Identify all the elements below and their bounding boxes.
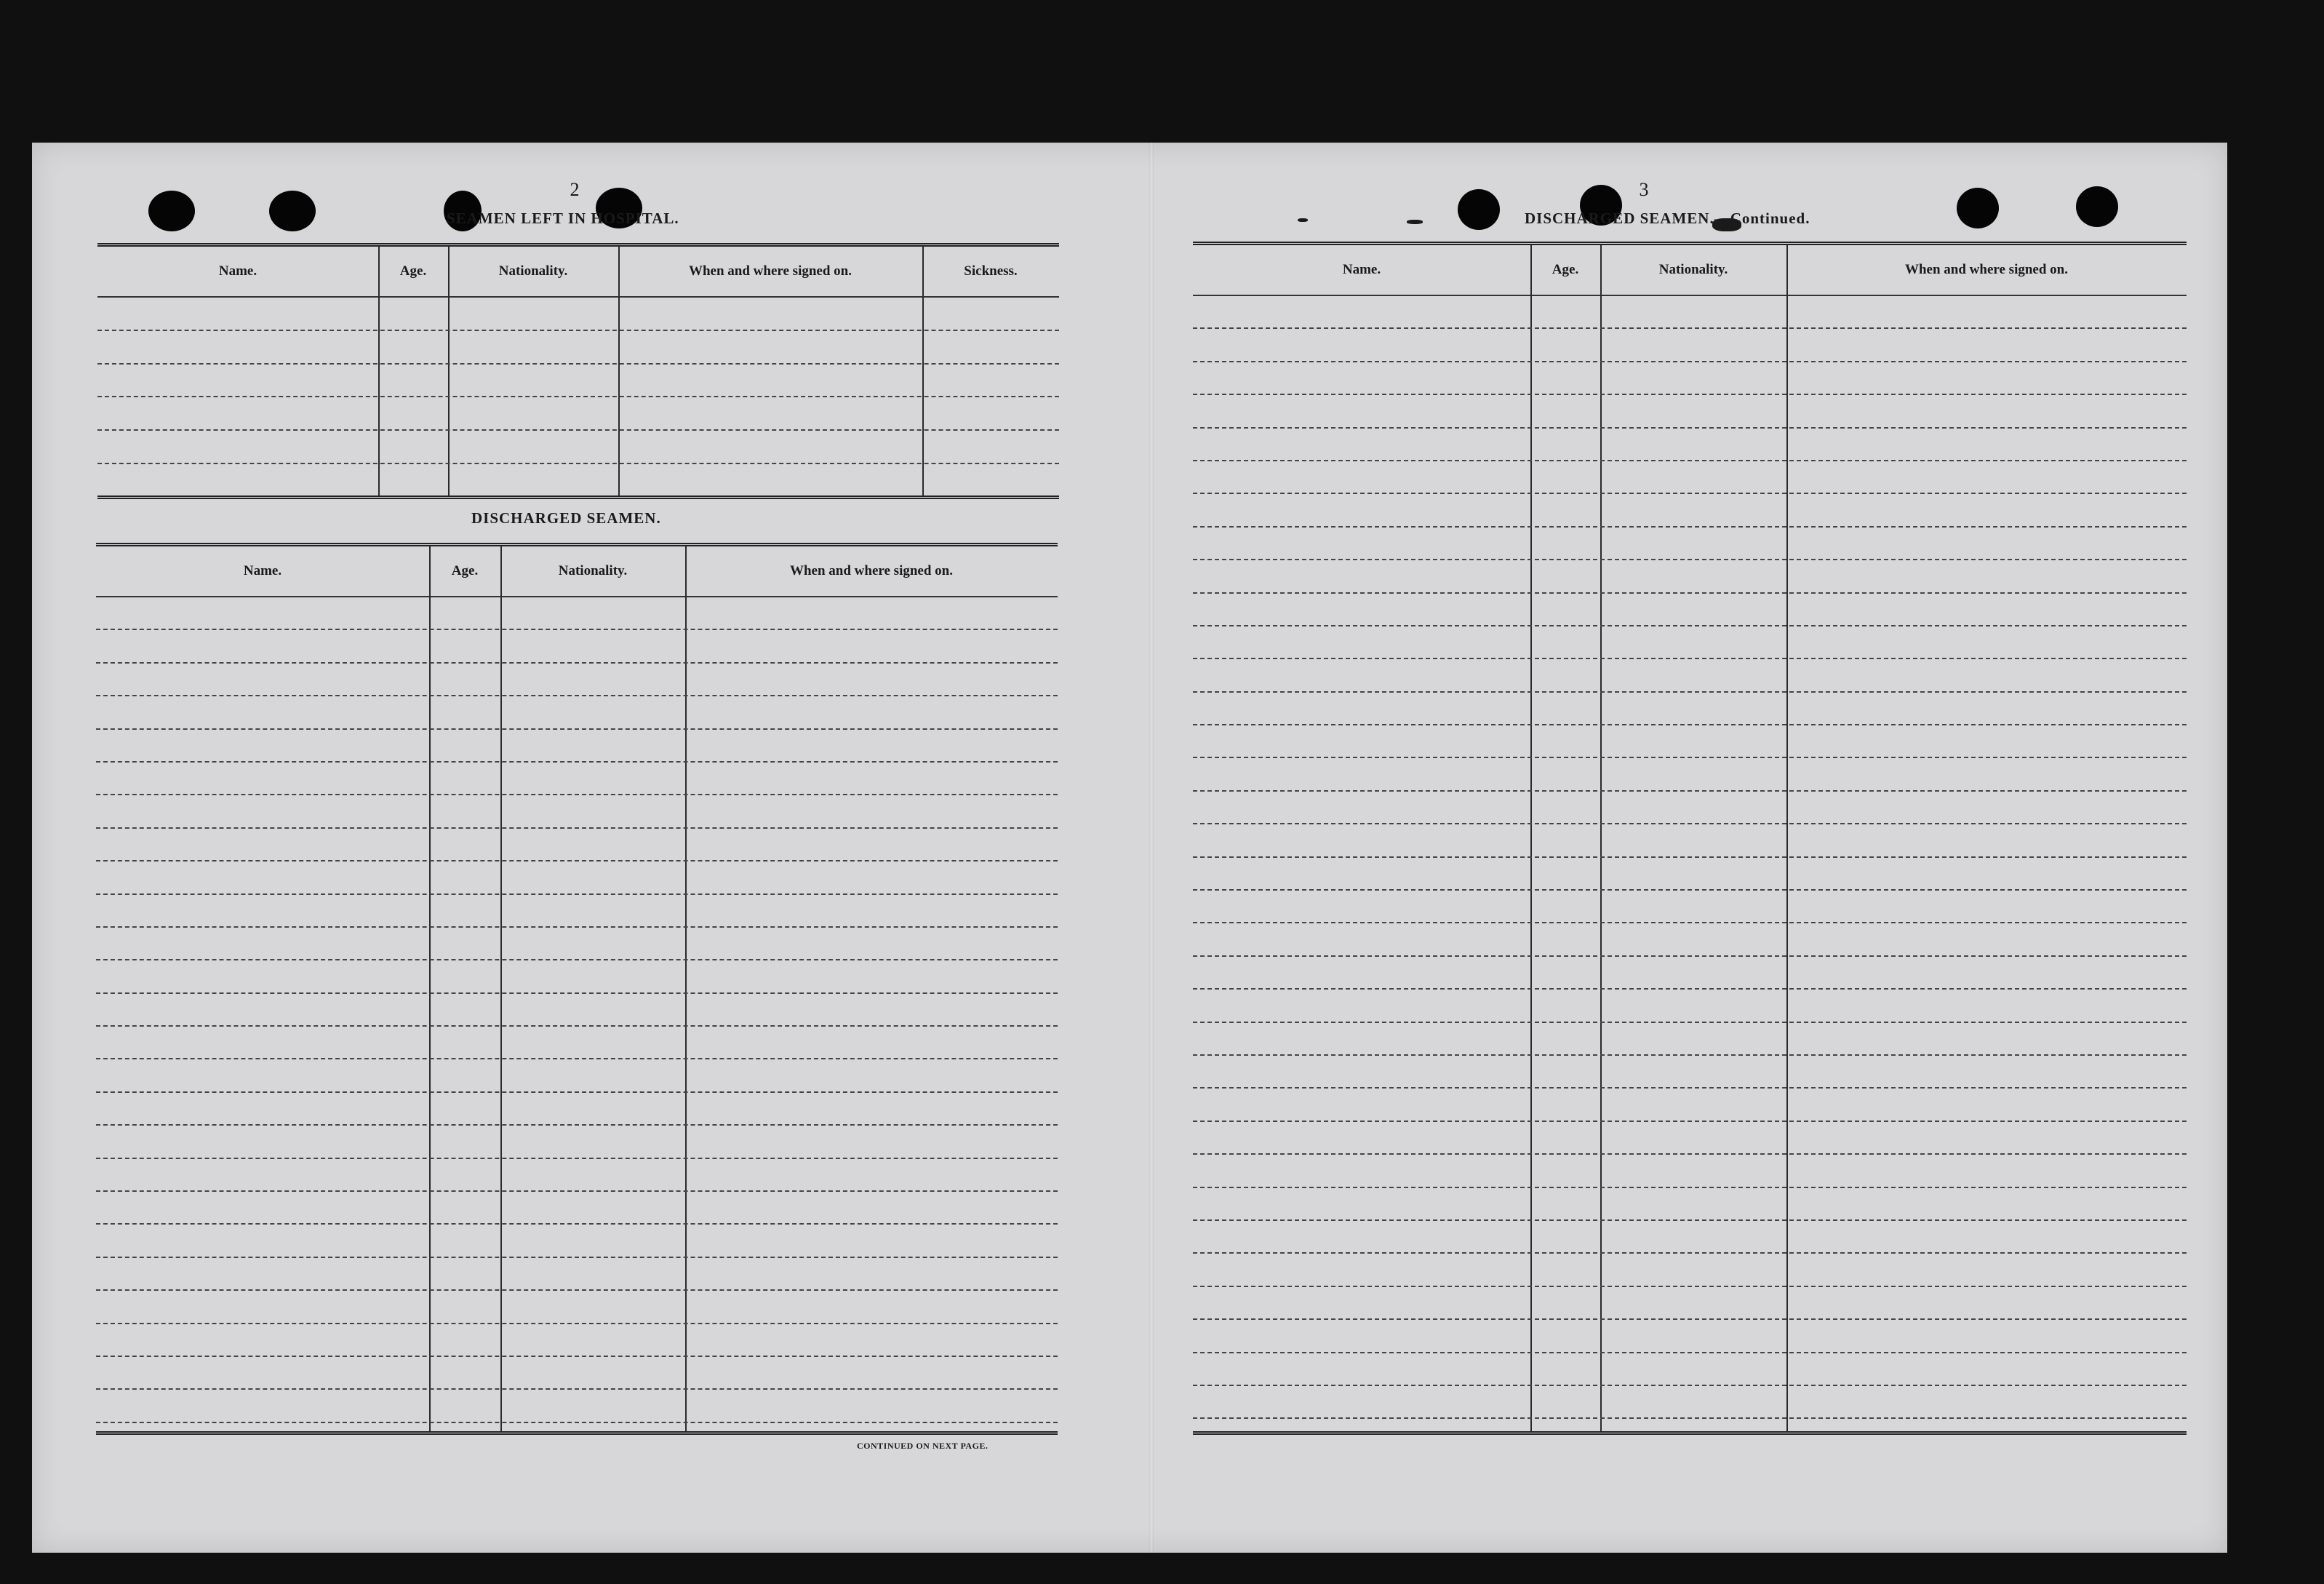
table-row [1193,395,2187,428]
table-row [1193,693,2187,725]
table-row [96,664,1058,696]
table-row [97,397,1059,431]
col-signed-on: When and where signed on. [789,563,953,578]
table-row [96,730,1058,763]
table-row [96,630,1058,663]
table-row [96,1390,1058,1422]
table-row [96,994,1058,1027]
table-row [96,1258,1058,1291]
table-row [96,763,1058,795]
table-row [1193,1254,2187,1286]
table-row [96,795,1058,828]
table-row [1193,1023,2187,1056]
page-number-right: 3 [1639,179,1649,200]
table-row [96,861,1058,894]
table-row [96,1126,1058,1158]
table-row [1193,1122,2187,1155]
punch-hole [2076,186,2118,227]
discharged-rows [96,597,1058,1423]
page-number-left: 2 [570,179,580,200]
table-row [1193,1188,2187,1221]
table-row [96,960,1058,993]
table-row [1193,725,2187,758]
col-signed-on: When and where signed on. [1904,262,2068,277]
table-row [97,331,1059,365]
col-nationality: Nationality. [498,263,568,279]
table-row [1193,758,2187,791]
table-row [1193,1320,2187,1353]
table-row [1193,990,2187,1022]
punch-hole [269,191,316,231]
discharged-table [96,543,1058,1435]
table-row [96,895,1058,928]
table-row [1193,824,2187,857]
discharged-continued-header [1193,245,2187,296]
punch-hole [1458,189,1500,230]
table-row [1193,1056,2187,1088]
table-row [1193,494,2187,527]
table-row [97,431,1059,464]
document-sheet [32,143,2227,1553]
col-age: Age. [399,263,427,279]
table-row [1193,296,2187,329]
ink-smudge [1298,218,1308,222]
table-row [96,1159,1058,1192]
punch-hole [148,191,195,231]
ink-smudge [1407,220,1423,224]
table-row [96,1225,1058,1257]
table-row [1193,461,2187,494]
table-row [1193,560,2187,593]
table-row [96,1192,1058,1225]
table-row [1193,362,2187,395]
table-row [1193,594,2187,626]
col-name: Name. [218,263,257,279]
table-row [96,1059,1058,1092]
table-row [1193,429,2187,461]
discharged-table-header [96,546,1058,597]
col-sickness: Sickness. [964,263,1018,279]
table-row [96,696,1058,729]
hospital-table-header [97,247,1059,298]
table-row [1193,1155,2187,1187]
table-row [96,1291,1058,1324]
table-row [96,1357,1058,1390]
table-row [1193,1353,2187,1386]
table-row [1193,329,2187,362]
col-age: Age. [1552,262,1579,277]
discharged-continued-table [1193,242,2187,1435]
table-row [97,298,1059,331]
table-row [96,1093,1058,1126]
hospital-section-title: SEAMEN LEFT IN HOSPITAL. [447,210,679,227]
table-row [1193,792,2187,824]
page-fold [1149,143,1154,1553]
table-row [1193,1088,2187,1121]
table-row [96,829,1058,861]
table-row [96,928,1058,960]
table-row [1193,1386,2187,1419]
col-name: Name. [243,563,282,578]
table-row [1193,891,2187,923]
continued-footnote: CONTINUED ON NEXT PAGE. [857,1441,989,1451]
punch-hole [1957,188,1999,228]
col-age: Age. [451,563,479,578]
table-row [1193,1221,2187,1254]
col-nationality: Nationality. [1658,262,1728,277]
table-row [1193,659,2187,692]
hospital-table [97,243,1059,499]
col-nationality: Nationality. [558,563,628,578]
hospital-rows [97,298,1059,464]
table-row [96,597,1058,630]
discharged-continued-rows [1193,296,2187,1419]
table-row [97,365,1059,398]
table-row [1193,858,2187,891]
discharged-continued-title: DISCHARGED SEAMEN.—Continued. [1525,210,1810,227]
col-signed-on: When and where signed on. [688,263,852,279]
col-name: Name. [1342,262,1381,277]
table-row [1193,528,2187,560]
table-row [96,1324,1058,1357]
table-row [1193,1287,2187,1320]
table-row [1193,957,2187,990]
table-row [1193,626,2187,659]
table-row [1193,923,2187,956]
table-row [96,1027,1058,1059]
discharged-section-title: DISCHARGED SEAMEN. [471,509,661,527]
